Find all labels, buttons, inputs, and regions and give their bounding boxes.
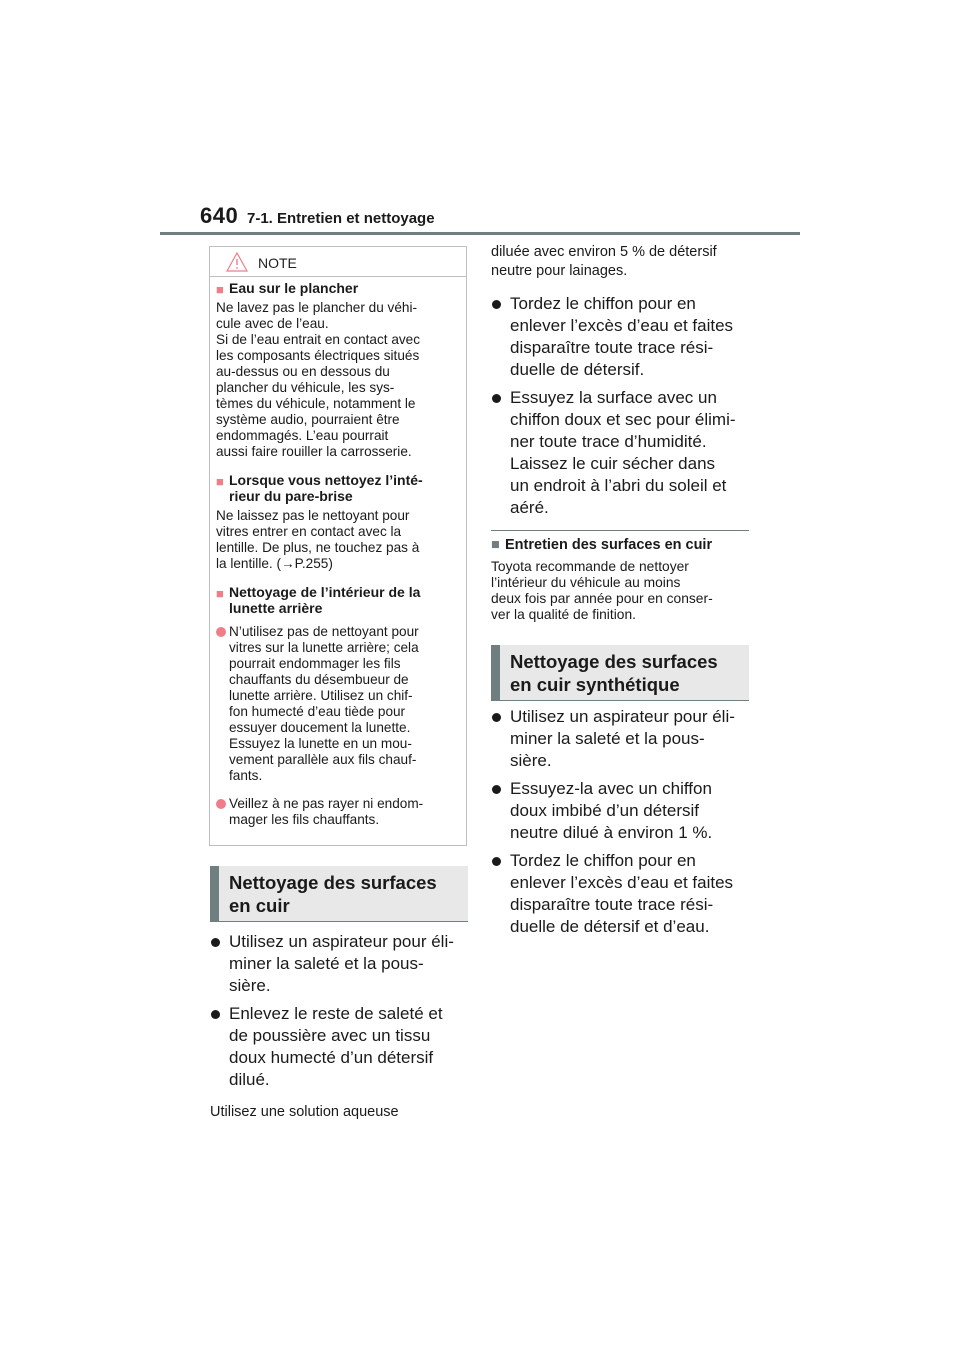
list-item: Utilisez un aspirateur pour éli- miner la saleté et la pous- sière. bbox=[210, 931, 468, 997]
section-heading-synthetic-leather: Nettoyage des surfaces en cuir synthétique bbox=[491, 645, 749, 701]
list-item: Utilisez un aspirateur pour éli- miner la saleté et la pous- sière. bbox=[491, 706, 749, 772]
note-box bbox=[209, 246, 467, 846]
note-bullet: Veillez à ne pas rayer ni endom- mager les fils chauffants. bbox=[216, 796, 458, 828]
subsection-text: Toyota recommande de nettoyer l’intérieur du véhicule au moins deux fois par année pour en conser- ver la qualité de finition. bbox=[491, 559, 713, 622]
subsection-title: ■ Entretien des surfaces en cuir bbox=[491, 537, 713, 553]
note-bullet: N’utilisez pas de nettoyant pour vitres sur la lunette arrière; cela pourrait endommager les fils chauffants du désembueur de lunette arrière. Utilisez un chif- fon humecté d’eau tiède pour essuyer doucement la lunette. Essuyez la lunette en un mou- vement parallèle aux fils chauf- fants. bbox=[216, 624, 458, 784]
header-rule bbox=[160, 232, 800, 235]
synthetic-leather-steps bbox=[491, 706, 749, 938]
dot-bullet-icon bbox=[216, 627, 226, 637]
note-item-title: ■ Nettoyage de l’intérieur de la lunette arrière bbox=[216, 584, 421, 616]
note-label: NOTE bbox=[258, 255, 297, 271]
note-header bbox=[210, 247, 466, 277]
square-bullet-icon: ■ bbox=[216, 282, 224, 297]
page-number: 640 bbox=[200, 203, 239, 228]
solution-note-start: Utilisez une solution aqueuse bbox=[210, 1104, 399, 1120]
list-item: Tordez le chiffon pour en enlever l’excès d’eau et faites disparaître toute trace rési- duelle de détersif. bbox=[491, 293, 751, 381]
section-title: 7-1. Entretien et nettoyage bbox=[247, 210, 435, 227]
note-item-text: Ne laissez pas le nettoyant pour vitres entrer en contact avec la lentille. De plus, ne touchez pas à la lentille. (→P.255) bbox=[216, 508, 420, 571]
leather-steps-right bbox=[491, 243, 751, 519]
note-item-text: Ne lavez pas le plancher du véhi- cule avec de l’eau. Si de l’eau entrait en contact avec les composants électriques situés au-dessus ou en dessous du plancher du véhicule, les sys- tèmes du véhicule, notamment le système audio, pourraient être endommagés. L’eau pourrait aussi faire rouiller la carrosserie. bbox=[216, 300, 421, 459]
solution-note-end: diluée avec environ 5 % de détersif neutre pour lainages. bbox=[491, 244, 717, 279]
list-item: Essuyez-la avec un chiffon doux imbibé d’un détersif neutre dilué à environ 1 %. bbox=[491, 778, 749, 844]
note-item-title: ■ Eau sur le plancher bbox=[216, 280, 359, 297]
dot-bullet-icon bbox=[216, 799, 226, 809]
square-bullet-icon: ■ bbox=[216, 586, 224, 601]
note-item-title: ■ Lorsque vous nettoyez l’inté- rieur du pare-brise bbox=[216, 472, 423, 504]
leather-maintenance-note bbox=[491, 537, 753, 623]
subsection-rule bbox=[491, 530, 749, 531]
square-bullet-icon: ■ bbox=[216, 474, 224, 489]
square-bullet-icon: ■ bbox=[491, 537, 500, 553]
note-content bbox=[216, 280, 458, 828]
warning-triangle-icon bbox=[226, 252, 248, 272]
list-item: Enlevez le reste de saleté et de poussière avec un tissu doux humecté d’un détersif dilué. bbox=[210, 1003, 468, 1091]
list-item: Tordez le chiffon pour en enlever l’excès d’eau et faites disparaître toute trace rési- duelle de détersif et d’eau. bbox=[491, 850, 749, 938]
list-item: Essuyez la surface avec un chiffon doux et sec pour élimi- ner toute trace d’humidité. Laissez le cuir sécher dans un endroit à l’abri du soleil et aéré. bbox=[491, 387, 751, 519]
section-heading-leather: Nettoyage des surfaces en cuir bbox=[210, 866, 468, 922]
leather-steps-left bbox=[210, 931, 468, 1122]
